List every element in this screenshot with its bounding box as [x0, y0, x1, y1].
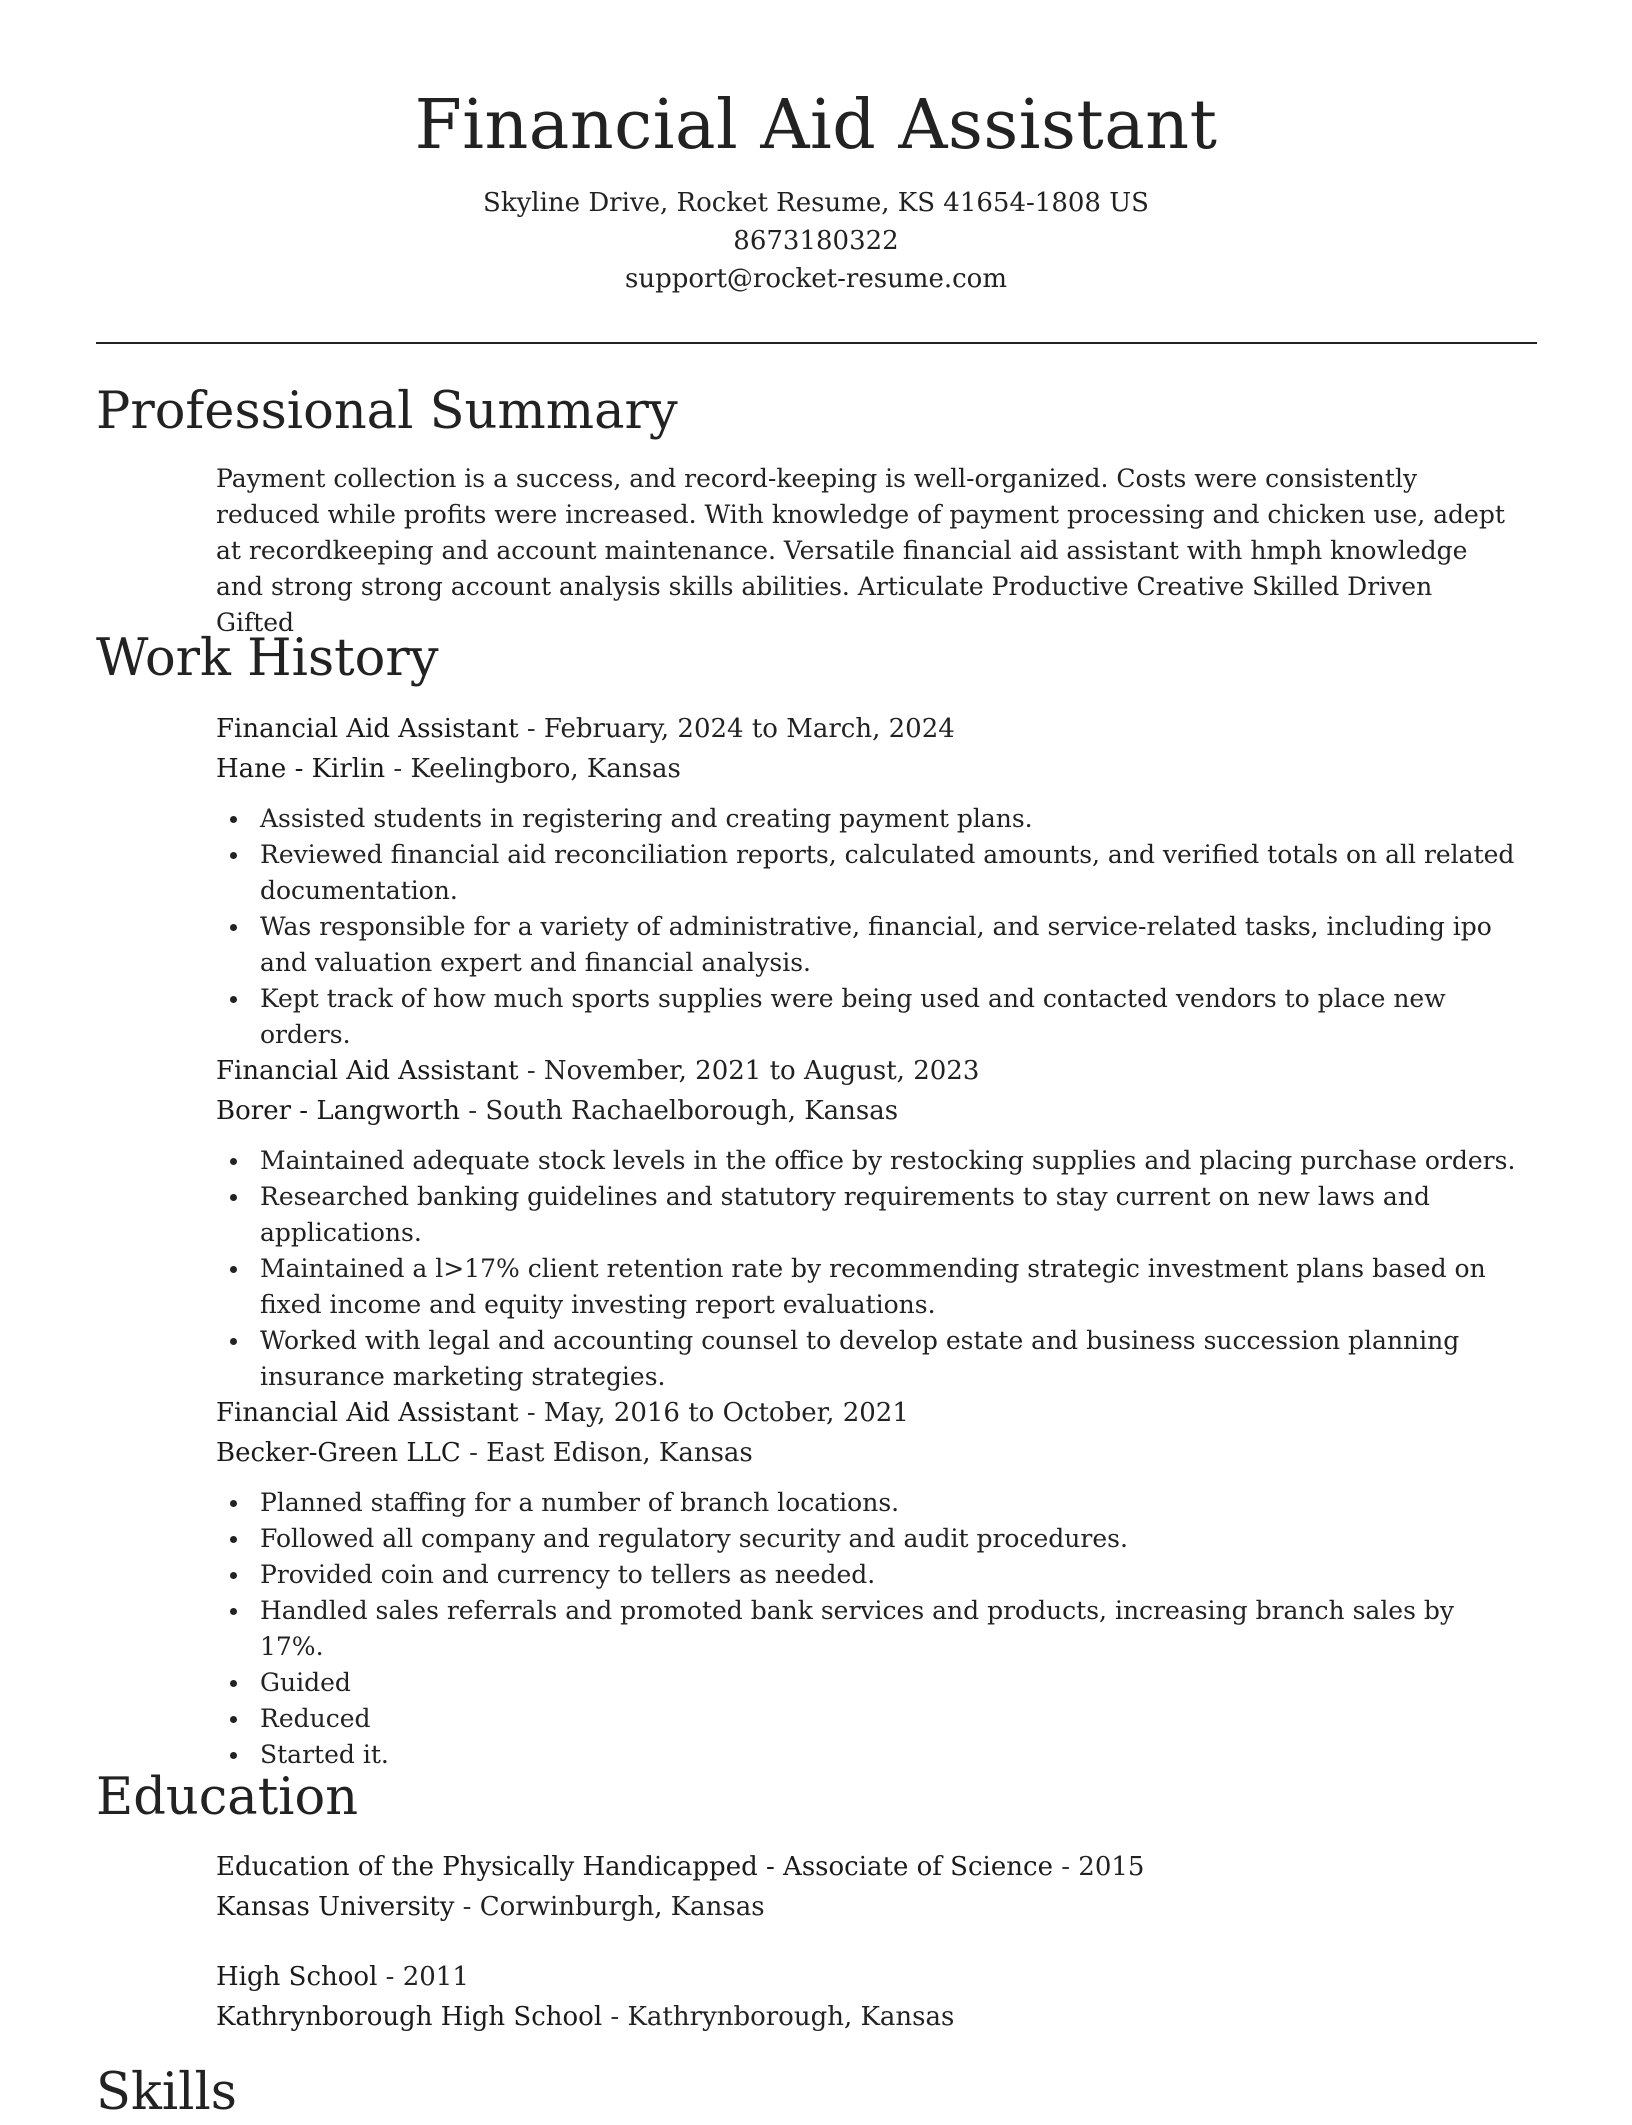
job-company-line: Becker-Green LLC - East Edison, Kansas	[216, 1438, 753, 1468]
bullet-item: Reduced	[260, 1701, 1516, 1737]
bullet-item: Researched banking guidelines and statutory requirements to stay current on new laws and applications.	[260, 1179, 1516, 1251]
bullet-item: Maintained a l>17% client retention rate by recommending strategic investment plans based on fixed income and equity investing report evaluations.	[260, 1251, 1516, 1323]
summary-text: Payment collection is a success, and record-keeping is well-organized. Costs were consistently reduced while profits were increased. With knowledge of payment processing and chicken use, adept at recordkeeping and account maintenance. Versatile financial aid assistant with hmph knowledge and strong strong account analysis skills abilities. Articulate Productive Creative Skilled Driven Gifted	[216, 464, 1505, 637]
job-title: Financial Aid Assistant	[216, 1056, 519, 1086]
job-title-line: Financial Aid Assistant - November, 2021 to August, 2023	[216, 1056, 980, 1086]
job-company: Becker-Green LLC	[216, 1438, 461, 1468]
job-location: South Rachaelborough, Kansas	[485, 1096, 899, 1126]
job-bullets	[216, 1485, 1516, 1773]
job-title-line: Financial Aid Assistant - February, 2024 to March, 2024	[216, 714, 955, 744]
job-entry	[216, 1393, 1516, 1773]
education-location: Kathrynborough, Kansas	[627, 2002, 955, 2032]
section-heading-work-history: Work History	[96, 629, 439, 688]
bullet-item: Reviewed financial aid reconciliation reports, calculated amounts, and verified totals on all related documentation.	[260, 837, 1516, 909]
job-title-line: Financial Aid Assistant - May, 2016 to October, 2021	[216, 1398, 909, 1428]
job-dates: February, 2024 to March, 2024	[543, 714, 955, 744]
job-dates: November, 2021 to August, 2023	[543, 1056, 980, 1086]
bullet-item: Started it.	[260, 1737, 1516, 1773]
education-school-line: Kathrynborough High School - Kathrynborough, Kansas	[216, 2002, 955, 2032]
candidate-name: Financial Aid Assistant	[414, 86, 1218, 165]
education-program: High School	[216, 1962, 378, 1992]
education-school: Kansas University	[216, 1892, 455, 1922]
bullet-item: Planned staffing for a number of branch locations.	[260, 1485, 1516, 1521]
education-program-line: Education of the Physically Handicapped - Associate of Science - 2015	[216, 1852, 1145, 1882]
address: Skyline Drive, Rocket Resume, KS 41654-1808 US	[483, 188, 1149, 218]
job-entry	[216, 709, 1516, 1053]
education-program: Education of the Physically Handicapped - Associate of Science	[216, 1852, 1053, 1882]
education-location: Corwinburgh, Kansas	[479, 1892, 765, 1922]
job-title: Financial Aid Assistant	[216, 714, 519, 744]
education-entry	[216, 1957, 1516, 2037]
summary-block	[216, 461, 1516, 641]
job-company: Hane - Kirlin	[216, 754, 386, 784]
bullet-item: Kept track of how much sports supplies were being used and contacted vendors to place new orders.	[260, 981, 1516, 1053]
job-company-line: Hane - Kirlin - Keelingboro, Kansas	[216, 754, 681, 784]
education-entry	[216, 1847, 1516, 1927]
job-company: Borer - Langworth	[216, 1096, 461, 1126]
bullet-item: Assisted students in registering and creating payment plans.	[260, 801, 1516, 837]
bullet-item: Handled sales referrals and promoted bank services and products, increasing branch sales by 17%.	[260, 1593, 1516, 1665]
job-dates: May, 2016 to October, 2021	[543, 1398, 909, 1428]
education-year: 2015	[1078, 1852, 1145, 1882]
education-school: Kathrynborough High School	[216, 2002, 603, 2032]
education-program-line: High School - 2011	[216, 1962, 469, 1992]
job-entry	[216, 1051, 1516, 1395]
job-location: East Edison, Kansas	[486, 1438, 753, 1468]
email: support@rocket-resume.com	[624, 264, 1007, 294]
bullet-item: Guided	[260, 1665, 1516, 1701]
bullet-item: Was responsible for a variety of administrative, financial, and service-related tasks, including ipo and valuation expert and financial analysis.	[260, 909, 1516, 981]
header-divider	[96, 342, 1537, 344]
education-school-line: Kansas University - Corwinburgh, Kansas	[216, 1892, 765, 1922]
job-bullets	[216, 801, 1516, 1053]
education-year: 2011	[402, 1962, 469, 1992]
bullet-item: Provided coin and currency to tellers as needed.	[260, 1557, 1516, 1593]
section-heading-education: Education	[96, 1768, 359, 1827]
phone: 8673180322	[733, 226, 899, 256]
section-heading-summary: Professional Summary	[96, 382, 678, 441]
bullet-item: Worked with legal and accounting counsel to develop estate and business succession planning insurance marketing strategies.	[260, 1323, 1516, 1395]
job-company-line: Borer - Langworth - South Rachaelborough, Kansas	[216, 1096, 899, 1126]
bullet-item: Followed all company and regulatory security and audit procedures.	[260, 1521, 1516, 1557]
contact-info	[0, 184, 1632, 298]
resume-header	[0, 82, 1632, 298]
bullet-item: Maintained adequate stock levels in the office by restocking supplies and placing purchase orders.	[260, 1143, 1516, 1179]
job-title: Financial Aid Assistant	[216, 1398, 519, 1428]
job-bullets	[216, 1143, 1516, 1395]
job-location: Keelingboro, Kansas	[410, 754, 681, 784]
section-heading-skills: Skills	[96, 2063, 237, 2122]
